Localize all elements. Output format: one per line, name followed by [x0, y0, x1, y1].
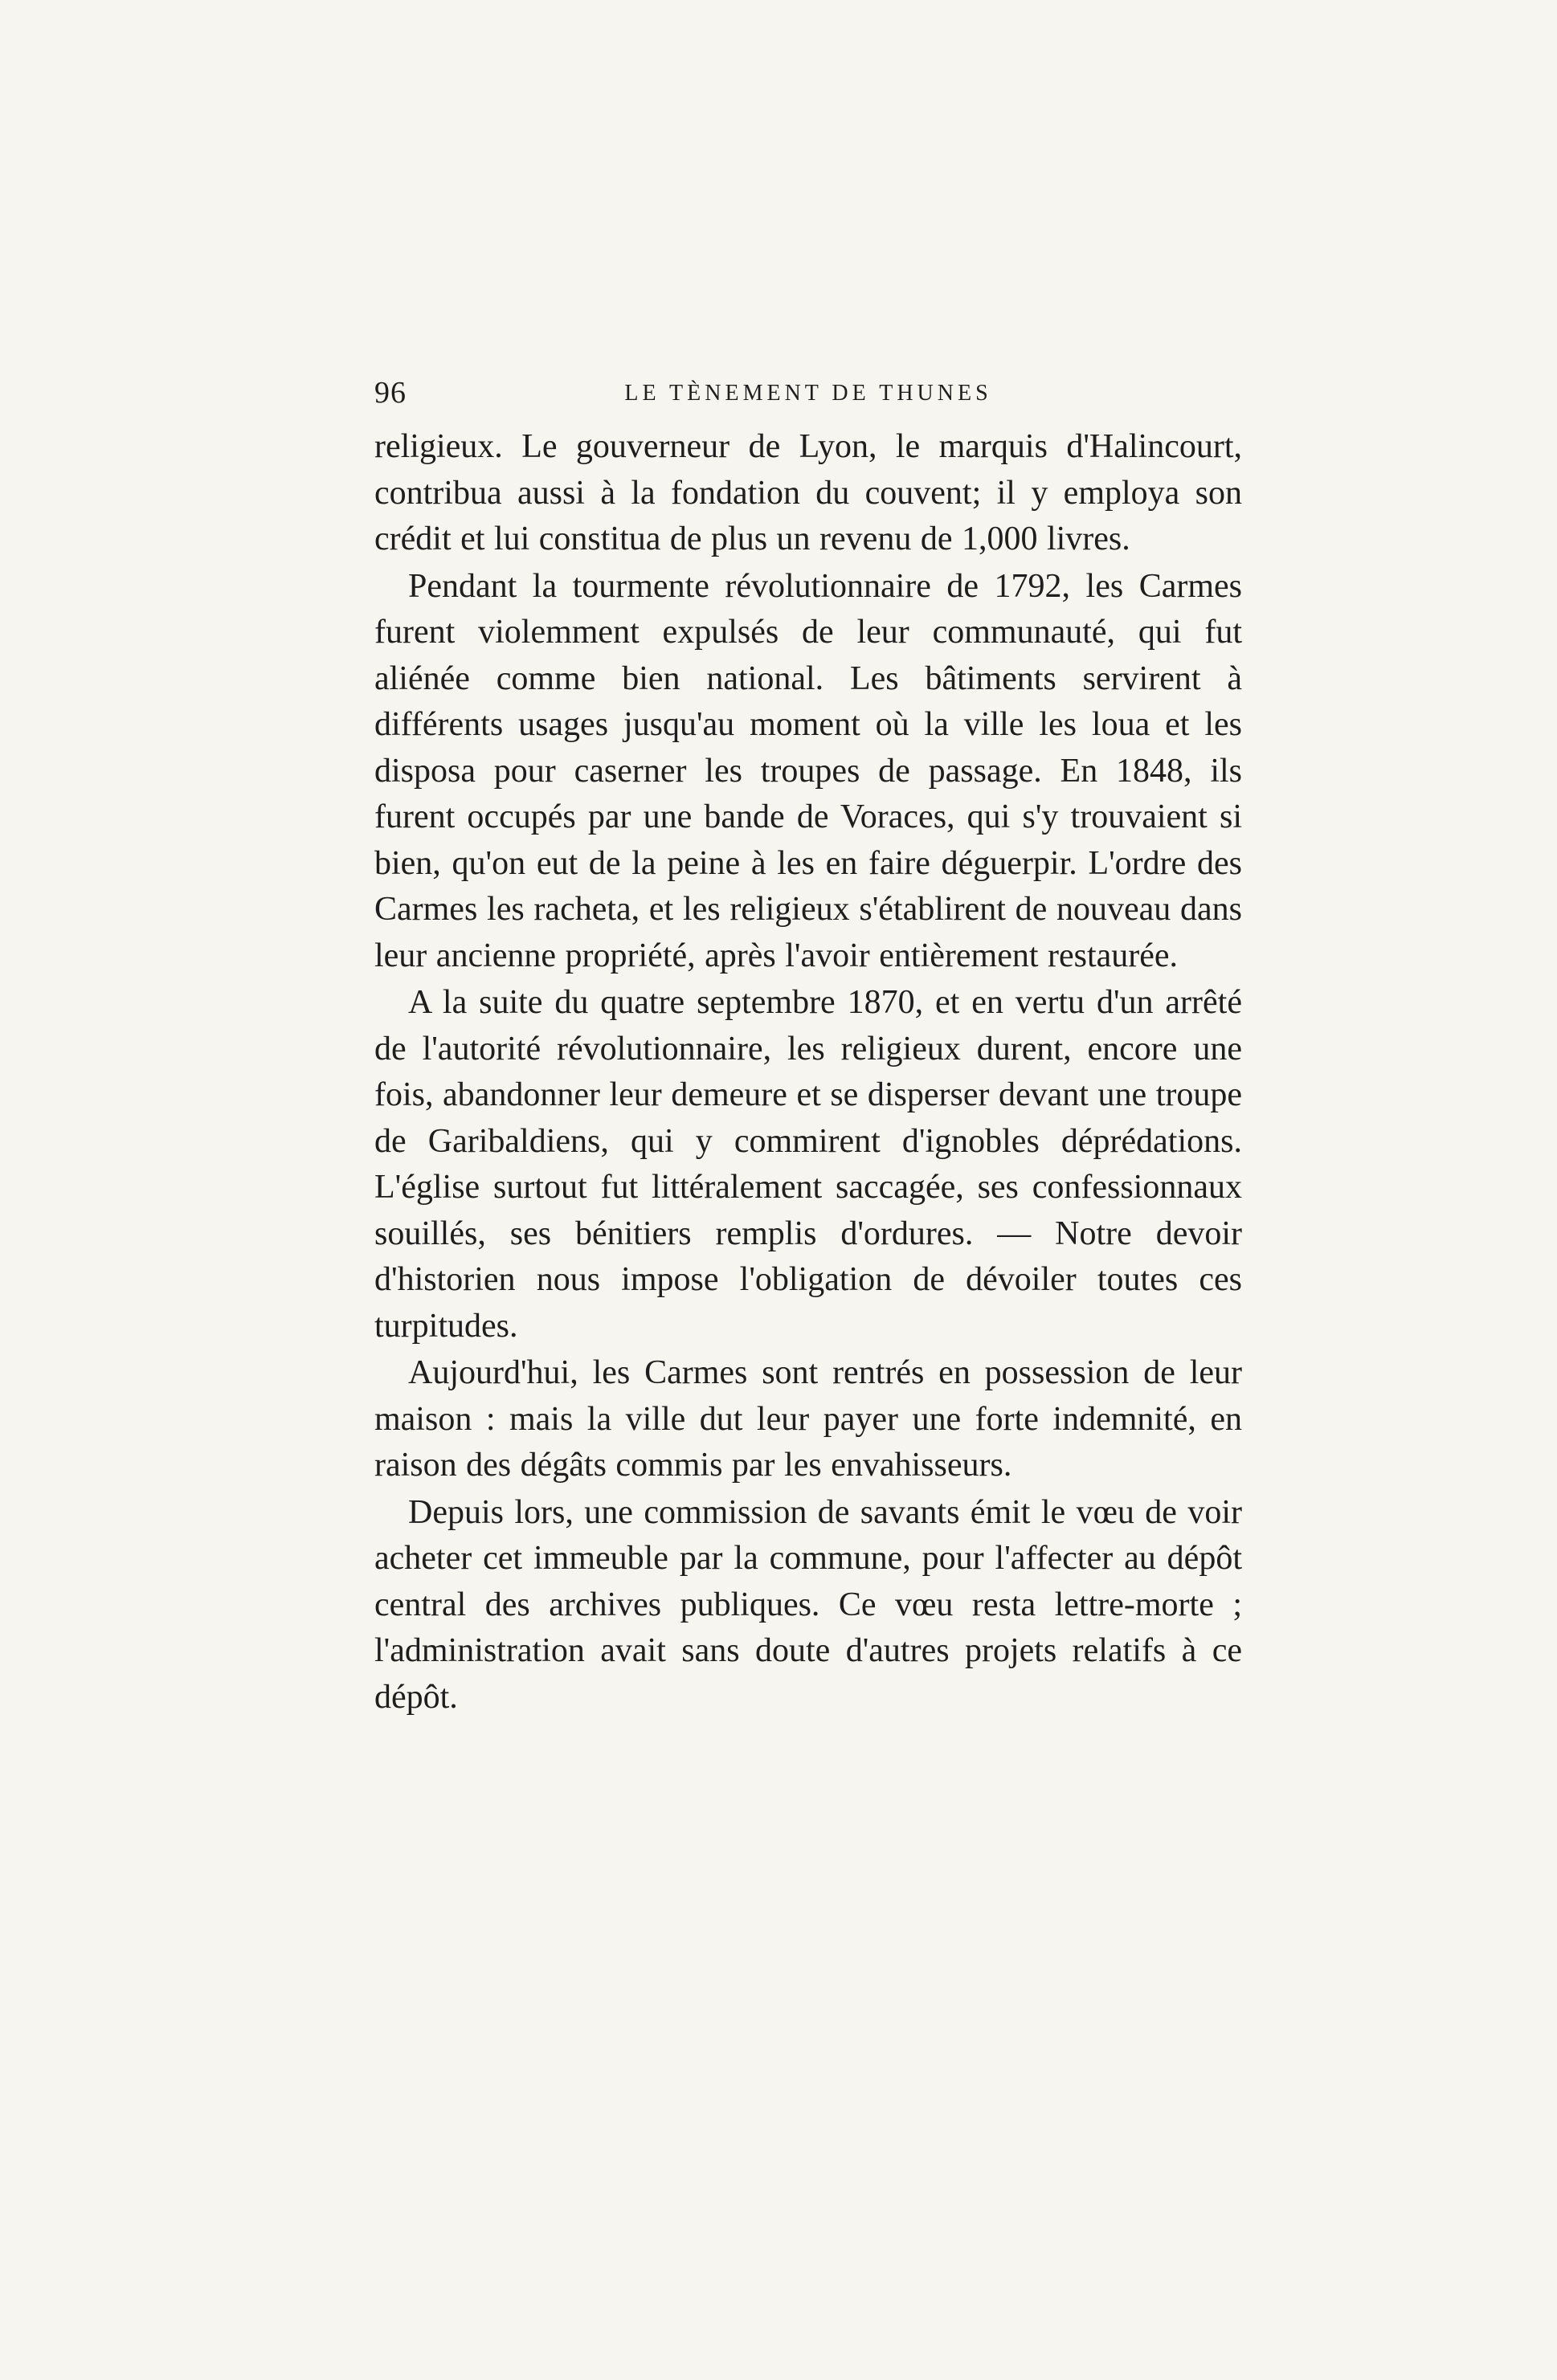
paragraph-1: religieux. Le gouverneur de Lyon, le marquis d'Halincourt, contribua aussi à la fondation du couvent; il y employa son crédit et lui constitua de plus un revenu de 1,000 livres. [374, 428, 1242, 557]
page-number: 96 [374, 376, 407, 410]
page-header [374, 374, 1242, 411]
paragraph-5: Depuis lors, une commission de savants émit le vœu de voir acheter cet immeuble par la commune, pour l'affecter au dépôt central des archives publiques. Ce vœu resta lettre-morte ; l'administration avait sans doute d'autres projets relatifs à ce dépôt. [374, 1493, 1242, 1716]
paragraph-3: A la suite du quatre septembre 1870, et en vertu d'un arrêté de l'autorité révolutionnaire, les religieux durent, encore une fois, abandonner leur demeure et se disperser devant une troupe de Garibaldiens, qui y commirent d'ignobles déprédations. L'église surtout fut littéralement saccagée, ses confessionnaux souillés, ses bénitiers remplis d'ordures. — Notre devoir d'historien nous impose l'obligation de dévoiler toutes ces turpitudes. [374, 984, 1242, 1345]
paragraph-4: Aujourd'hui, les Carmes sont rentrés en possession de leur maison : mais la ville dut leur payer une forte indemnité, en raison des dégâts commis par les envahisseurs. [374, 1354, 1242, 1484]
paragraph-2: Pendant la tourmente révolutionnaire de 1792, les Carmes furent violemment expulsés de leur communauté, qui fut aliénée comme bien national. Les bâtiments servirent à différents usages jusqu'au moment où la ville les loua et les disposa pour caserner les troupes de passage. En 1848, ils furent occupés par une bande de Voraces, qui s'y trouvaient si bien, qu'on eut de la peine à les en faire déguerpir. L'ordre des Carmes les racheta, et les religieux s'établirent de nouveau dans leur ancienne propriété, après l'avoir entièrement restaurée. [374, 567, 1242, 974]
body-text [374, 424, 1242, 1721]
running-title: LE TÈNEMENT DE THUNES [624, 381, 992, 406]
